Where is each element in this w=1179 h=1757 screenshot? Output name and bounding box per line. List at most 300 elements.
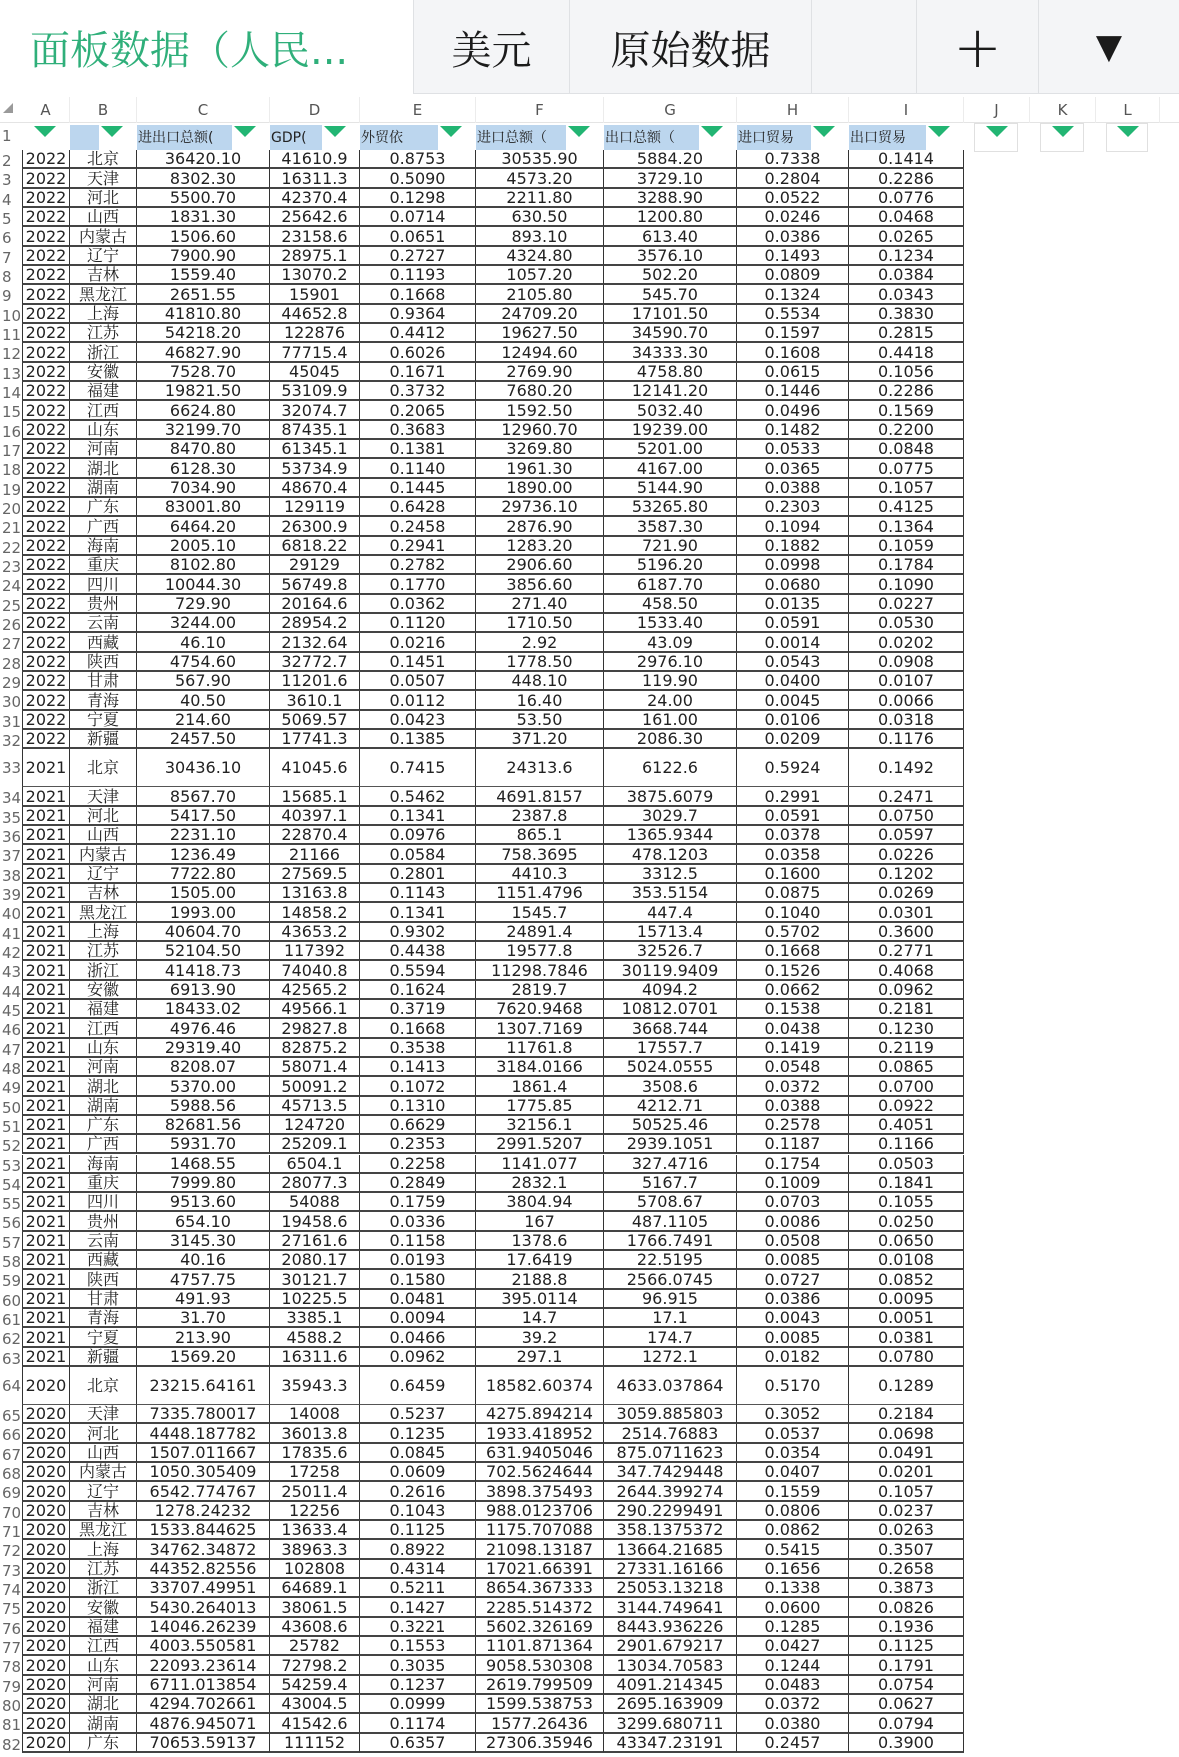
- grid-cell-a[interactable]: 2022: [22, 537, 70, 556]
- grid-cell-h[interactable]: 0.1324: [737, 285, 849, 304]
- grid-cell-c[interactable]: 23215.64161: [137, 1367, 270, 1405]
- grid-cell-g[interactable]: 3668.744: [604, 1019, 737, 1038]
- grid-cell-b[interactable]: 江西: [70, 401, 137, 420]
- filter-dropdown-icon[interactable]: [324, 126, 346, 137]
- row-number[interactable]: 68: [2, 1465, 22, 1484]
- grid-cell-i[interactable]: 0.0848: [849, 440, 964, 459]
- grid-cell-c[interactable]: 19821.50: [137, 382, 270, 401]
- grid-cell-a[interactable]: 2020: [22, 1540, 70, 1559]
- grid-cell-g[interactable]: 43347.23191: [604, 1734, 737, 1753]
- grid-cell-c[interactable]: 30436.10: [137, 749, 270, 787]
- grid-cell-a[interactable]: 2020: [22, 1637, 70, 1656]
- grid-cell-c[interactable]: 7034.90: [137, 479, 270, 498]
- grid-cell-e[interactable]: 0.6629: [360, 1116, 476, 1135]
- grid-cell-e[interactable]: 0.2727: [360, 247, 476, 266]
- grid-cell-a[interactable]: 2021: [22, 865, 70, 884]
- grid-cell-f[interactable]: 1775.85: [476, 1097, 604, 1116]
- filter-dropdown-icon[interactable]: [1117, 126, 1139, 137]
- grid-cell-e[interactable]: 0.1310: [360, 1097, 476, 1116]
- grid-cell-f[interactable]: 630.50: [476, 208, 604, 227]
- filter-dropdown-icon[interactable]: [101, 126, 123, 137]
- grid-cell-b[interactable]: 山东: [70, 1039, 137, 1058]
- grid-cell-d[interactable]: 13070.2: [270, 266, 360, 285]
- grid-cell-g[interactable]: 4212.71: [604, 1097, 737, 1116]
- grid-cell-e[interactable]: 0.1174: [360, 1714, 476, 1733]
- grid-cell-a[interactable]: 2021: [22, 1116, 70, 1135]
- grid-cell-a[interactable]: 2021: [22, 1155, 70, 1174]
- grid-cell-h[interactable]: 0.1446: [737, 382, 849, 401]
- grid-cell-d[interactable]: 43653.2: [270, 923, 360, 942]
- grid-cell-i[interactable]: 0.3873: [849, 1579, 964, 1598]
- grid-cell-h[interactable]: 0.2303: [737, 498, 849, 517]
- grid-cell-i[interactable]: 0.0468: [849, 208, 964, 227]
- grid-cell-c[interactable]: 4876.945071: [137, 1714, 270, 1733]
- column-header-j[interactable]: J: [964, 97, 1030, 123]
- grid-cell-b[interactable]: 黑龙江: [70, 1521, 137, 1540]
- grid-cell-a[interactable]: 2022: [22, 208, 70, 227]
- grid-cell-c[interactable]: 1050.305409: [137, 1463, 270, 1482]
- grid-cell-e[interactable]: 0.0362: [360, 595, 476, 614]
- grid-cell-c[interactable]: 1993.00: [137, 903, 270, 922]
- grid-cell-g[interactable]: 6187.70: [604, 575, 737, 594]
- row-number[interactable]: 82: [2, 1735, 22, 1754]
- grid-cell-c[interactable]: 34762.34872: [137, 1540, 270, 1559]
- grid-cell-f[interactable]: 371.20: [476, 730, 604, 749]
- row-number[interactable]: 37: [2, 847, 22, 866]
- grid-cell-i[interactable]: 0.0627: [849, 1695, 964, 1714]
- grid-cell-i[interactable]: 0.0962: [849, 981, 964, 1000]
- grid-cell-c[interactable]: 4976.46: [137, 1019, 270, 1038]
- row-number[interactable]: 2: [2, 152, 12, 170]
- grid-cell-f[interactable]: 1101.871364: [476, 1637, 604, 1656]
- grid-cell-i[interactable]: 0.4051: [849, 1116, 964, 1135]
- row-number[interactable]: 57: [2, 1233, 22, 1252]
- grid-cell-h[interactable]: 0.0014: [737, 633, 849, 652]
- grid-cell-i[interactable]: 0.1125: [849, 1637, 964, 1656]
- grid-cell-h[interactable]: 0.1482: [737, 421, 849, 440]
- filter-dropdown-icon[interactable]: [440, 126, 462, 137]
- grid-cell-b[interactable]: 山西: [70, 826, 137, 845]
- grid-cell-c[interactable]: 54218.20: [137, 324, 270, 343]
- grid-cell-c[interactable]: 1559.40: [137, 266, 270, 285]
- grid-cell-i[interactable]: 0.1289: [849, 1367, 964, 1405]
- grid-cell-e[interactable]: 0.5090: [360, 169, 476, 188]
- grid-cell-c[interactable]: 4294.702661: [137, 1695, 270, 1714]
- grid-cell-h[interactable]: 0.0209: [737, 730, 849, 749]
- grid-cell-c[interactable]: 3145.30: [137, 1232, 270, 1251]
- grid-cell-e[interactable]: 0.5594: [360, 961, 476, 980]
- grid-cell-i[interactable]: 0.3830: [849, 305, 964, 324]
- tab-raw-data[interactable]: [570, 0, 812, 94]
- grid-cell-c[interactable]: 6624.80: [137, 401, 270, 420]
- grid-cell-a[interactable]: 2020: [22, 1482, 70, 1501]
- grid-cell-b[interactable]: 辽宁: [70, 1482, 137, 1501]
- filter-dropdown-icon[interactable]: [234, 126, 256, 137]
- grid-cell-i[interactable]: 0.0776: [849, 189, 964, 208]
- grid-cell-a[interactable]: 2022: [22, 672, 70, 691]
- grid-cell-h[interactable]: 0.0045: [737, 691, 849, 710]
- grid-cell-f[interactable]: 19627.50: [476, 324, 604, 343]
- grid-cell-i[interactable]: 0.0202: [849, 633, 964, 652]
- grid-cell-a[interactable]: 2020: [22, 1502, 70, 1521]
- grid-cell-g[interactable]: 4091.214345: [604, 1676, 737, 1695]
- grid-cell-a[interactable]: 2021: [22, 1290, 70, 1309]
- grid-cell-i[interactable]: 0.0269: [849, 884, 964, 903]
- grid-cell-g[interactable]: 478.1203: [604, 845, 737, 864]
- row-number[interactable]: 78: [2, 1658, 22, 1677]
- grid-cell-a[interactable]: 2020: [22, 1521, 70, 1540]
- grid-cell-i[interactable]: 0.1230: [849, 1019, 964, 1038]
- row-number[interactable]: 27: [2, 635, 22, 654]
- grid-cell-c[interactable]: 9513.60: [137, 1193, 270, 1212]
- grid-cell-b[interactable]: 云南: [70, 614, 137, 633]
- grid-cell-a[interactable]: 2022: [22, 305, 70, 324]
- grid-cell-b[interactable]: 湖北: [70, 1695, 137, 1714]
- grid-cell-e[interactable]: 0.1235: [360, 1424, 476, 1443]
- grid-cell-g[interactable]: 15713.4: [604, 923, 737, 942]
- grid-cell-h[interactable]: 0.2804: [737, 169, 849, 188]
- grid-cell-d[interactable]: 43004.5: [270, 1695, 360, 1714]
- grid-cell-i[interactable]: 0.0908: [849, 653, 964, 672]
- grid-cell-e[interactable]: 0.0999: [360, 1695, 476, 1714]
- grid-cell-e[interactable]: 0.1451: [360, 653, 476, 672]
- grid-cell-f[interactable]: 32156.1: [476, 1116, 604, 1135]
- grid-cell-a[interactable]: 2021: [22, 1077, 70, 1096]
- grid-cell-e[interactable]: 0.0193: [360, 1251, 476, 1270]
- grid-cell-i[interactable]: 0.0794: [849, 1714, 964, 1733]
- grid-cell-b[interactable]: 山东: [70, 1656, 137, 1675]
- grid-cell-i[interactable]: 0.1364: [849, 517, 964, 536]
- grid-cell-c[interactable]: 8567.70: [137, 787, 270, 806]
- row-number[interactable]: 76: [2, 1619, 22, 1638]
- grid-cell-e[interactable]: 0.1193: [360, 266, 476, 285]
- grid-cell-h[interactable]: 0.5170: [737, 1367, 849, 1405]
- row-number[interactable]: 29: [2, 673, 22, 692]
- grid-cell-e[interactable]: 0.1553: [360, 1637, 476, 1656]
- grid-cell-f[interactable]: 2819.7: [476, 981, 604, 1000]
- row-number[interactable]: 41: [2, 924, 22, 943]
- grid-cell-c[interactable]: 2651.55: [137, 285, 270, 304]
- grid-cell-c[interactable]: 7999.80: [137, 1174, 270, 1193]
- grid-cell-g[interactable]: 545.70: [604, 285, 737, 304]
- column-header-k[interactable]: K: [1030, 97, 1096, 123]
- grid-cell-a[interactable]: 2021: [22, 807, 70, 826]
- grid-cell-d[interactable]: 30121.7: [270, 1270, 360, 1289]
- grid-cell-f[interactable]: 893.10: [476, 227, 604, 246]
- grid-cell-d[interactable]: 35943.3: [270, 1367, 360, 1405]
- grid-cell-e[interactable]: 0.2353: [360, 1135, 476, 1154]
- grid-cell-d[interactable]: 129119: [270, 498, 360, 517]
- grid-cell-c[interactable]: 1831.30: [137, 208, 270, 227]
- grid-cell-e[interactable]: 0.1385: [360, 730, 476, 749]
- grid-cell-e[interactable]: 0.0609: [360, 1463, 476, 1482]
- row-number[interactable]: 19: [2, 480, 22, 499]
- grid-cell-g[interactable]: 5884.20: [604, 150, 737, 169]
- grid-cell-f[interactable]: 11761.8: [476, 1039, 604, 1058]
- grid-cell-i[interactable]: 0.4068: [849, 961, 964, 980]
- grid-cell-b[interactable]: 云南: [70, 1232, 137, 1251]
- grid-cell-b[interactable]: 北京: [70, 749, 137, 787]
- grid-cell-a[interactable]: 2021: [22, 826, 70, 845]
- grid-cell-g[interactable]: 290.2299491: [604, 1502, 737, 1521]
- grid-cell-i[interactable]: 0.3900: [849, 1734, 964, 1753]
- grid-cell-g[interactable]: 13034.70583: [604, 1656, 737, 1675]
- grid-cell-i[interactable]: 0.0865: [849, 1058, 964, 1077]
- grid-cell-c[interactable]: 6542.774767: [137, 1482, 270, 1501]
- grid-cell-i[interactable]: 0.1936: [849, 1618, 964, 1637]
- grid-cell-i[interactable]: 0.0491: [849, 1444, 964, 1463]
- grid-cell-h[interactable]: 0.0727: [737, 1270, 849, 1289]
- grid-cell-a[interactable]: 2022: [22, 595, 70, 614]
- grid-cell-a[interactable]: 2021: [22, 787, 70, 806]
- grid-cell-i[interactable]: 0.2771: [849, 942, 964, 961]
- row-number[interactable]: 15: [2, 403, 22, 422]
- grid-cell-f[interactable]: 1175.707088: [476, 1521, 604, 1540]
- grid-cell-f[interactable]: 395.0114: [476, 1290, 604, 1309]
- grid-cell-b[interactable]: 宁夏: [70, 1328, 137, 1347]
- grid-cell-e[interactable]: 0.1143: [360, 884, 476, 903]
- grid-cell-c[interactable]: 4757.75: [137, 1270, 270, 1289]
- grid-cell-h[interactable]: 0.0086: [737, 1212, 849, 1231]
- filter-dropdown-icon[interactable]: [813, 126, 835, 137]
- grid-cell-h[interactable]: 0.0591: [737, 807, 849, 826]
- grid-cell-a[interactable]: 2021: [22, 884, 70, 903]
- grid-cell-a[interactable]: 2021: [22, 1328, 70, 1347]
- grid-cell-g[interactable]: 347.7429448: [604, 1463, 737, 1482]
- grid-cell-d[interactable]: 72798.2: [270, 1656, 360, 1675]
- grid-cell-d[interactable]: 3610.1: [270, 691, 360, 710]
- grid-cell-a[interactable]: 2021: [22, 1000, 70, 1019]
- grid-cell-c[interactable]: 729.90: [137, 595, 270, 614]
- grid-cell-c[interactable]: 5931.70: [137, 1135, 270, 1154]
- grid-cell-i[interactable]: 0.0250: [849, 1212, 964, 1231]
- grid-cell-f[interactable]: 39.2: [476, 1328, 604, 1347]
- row-number[interactable]: 49: [2, 1079, 22, 1098]
- grid-cell-c[interactable]: 6128.30: [137, 459, 270, 478]
- grid-cell-d[interactable]: 17258: [270, 1463, 360, 1482]
- grid-cell-h[interactable]: 0.7338: [737, 150, 849, 169]
- grid-cell-d[interactable]: 2080.17: [270, 1251, 360, 1270]
- grid-cell-f[interactable]: 2991.5207: [476, 1135, 604, 1154]
- grid-cell-a[interactable]: 2020: [22, 1598, 70, 1617]
- grid-cell-d[interactable]: 10225.5: [270, 1290, 360, 1309]
- row-number[interactable]: 23: [2, 557, 22, 576]
- grid-cell-c[interactable]: 2231.10: [137, 826, 270, 845]
- grid-cell-d[interactable]: 54088: [270, 1193, 360, 1212]
- grid-cell-h[interactable]: 0.1538: [737, 1000, 849, 1019]
- grid-cell-b[interactable]: 福建: [70, 1618, 137, 1637]
- row-number[interactable]: 77: [2, 1639, 22, 1658]
- grid-cell-a[interactable]: 2020: [22, 1714, 70, 1733]
- column-header-a[interactable]: A: [22, 97, 70, 123]
- grid-cell-d[interactable]: 42370.4: [270, 189, 360, 208]
- grid-cell-i[interactable]: 0.2471: [849, 787, 964, 806]
- grid-cell-h[interactable]: 0.0354: [737, 1444, 849, 1463]
- grid-cell-b[interactable]: 江苏: [70, 942, 137, 961]
- grid-cell-c[interactable]: 5430.264013: [137, 1598, 270, 1617]
- grid-cell-g[interactable]: 1766.7491: [604, 1232, 737, 1251]
- grid-cell-g[interactable]: 53265.80: [604, 498, 737, 517]
- grid-cell-d[interactable]: 50091.2: [270, 1077, 360, 1096]
- row-number[interactable]: 74: [2, 1581, 22, 1600]
- grid-cell-e[interactable]: 0.1413: [360, 1058, 476, 1077]
- grid-cell-g[interactable]: 17101.50: [604, 305, 737, 324]
- grid-cell-i[interactable]: 0.0066: [849, 691, 964, 710]
- grid-cell-c[interactable]: 654.10: [137, 1212, 270, 1231]
- grid-cell-i[interactable]: 0.0700: [849, 1077, 964, 1096]
- grid-cell-i[interactable]: 0.0265: [849, 227, 964, 246]
- grid-cell-e[interactable]: 0.5462: [360, 787, 476, 806]
- grid-cell-g[interactable]: 1272.1: [604, 1348, 737, 1367]
- grid-cell-c[interactable]: 214.60: [137, 711, 270, 730]
- grid-cell-c[interactable]: 40604.70: [137, 923, 270, 942]
- grid-cell-i[interactable]: 0.2200: [849, 421, 964, 440]
- grid-cell-e[interactable]: 0.2941: [360, 537, 476, 556]
- grid-cell-a[interactable]: 2021: [22, 1193, 70, 1212]
- grid-cell-e[interactable]: 0.1445: [360, 479, 476, 498]
- grid-cell-a[interactable]: 2020: [22, 1424, 70, 1443]
- grid-cell-g[interactable]: 1365.9344: [604, 826, 737, 845]
- grid-cell-h[interactable]: 0.0862: [737, 1521, 849, 1540]
- grid-cell-g[interactable]: 3729.10: [604, 169, 737, 188]
- grid-cell-a[interactable]: 2022: [22, 479, 70, 498]
- grid-cell-c[interactable]: 5500.70: [137, 189, 270, 208]
- grid-cell-d[interactable]: 111152: [270, 1734, 360, 1753]
- grid-cell-f[interactable]: 3898.375493: [476, 1482, 604, 1501]
- grid-cell-i[interactable]: 0.2286: [849, 382, 964, 401]
- grid-cell-b[interactable]: 四川: [70, 1193, 137, 1212]
- grid-cell-b[interactable]: 甘肃: [70, 672, 137, 691]
- grid-cell-g[interactable]: 96.915: [604, 1290, 737, 1309]
- grid-cell-d[interactable]: 28975.1: [270, 247, 360, 266]
- grid-cell-g[interactable]: 3508.6: [604, 1077, 737, 1096]
- grid-cell-f[interactable]: 1378.6: [476, 1232, 604, 1251]
- row-number[interactable]: 14: [2, 383, 22, 402]
- grid-cell-e[interactable]: 0.4412: [360, 324, 476, 343]
- grid-cell-d[interactable]: 29827.8: [270, 1019, 360, 1038]
- grid-cell-h[interactable]: 0.0358: [737, 845, 849, 864]
- grid-cell-d[interactable]: 40397.1: [270, 807, 360, 826]
- grid-cell-e[interactable]: 0.1341: [360, 903, 476, 922]
- grid-cell-e[interactable]: 0.0112: [360, 691, 476, 710]
- row-number[interactable]: 79: [2, 1677, 22, 1696]
- grid-cell-f[interactable]: 24891.4: [476, 923, 604, 942]
- grid-cell-c[interactable]: 4754.60: [137, 653, 270, 672]
- grid-cell-h[interactable]: 0.1419: [737, 1039, 849, 1058]
- grid-cell-f[interactable]: 2105.80: [476, 285, 604, 304]
- grid-cell-b[interactable]: 广东: [70, 498, 137, 517]
- grid-cell-e[interactable]: 0.8922: [360, 1540, 476, 1559]
- grid-cell-a[interactable]: 2020: [22, 1618, 70, 1637]
- grid-cell-a[interactable]: 2020: [22, 1734, 70, 1753]
- grid-cell-e[interactable]: 0.0466: [360, 1328, 476, 1347]
- grid-cell-g[interactable]: 27331.16166: [604, 1560, 737, 1579]
- grid-cell-d[interactable]: 45713.5: [270, 1097, 360, 1116]
- grid-cell-h[interactable]: 0.1285: [737, 1618, 849, 1637]
- grid-cell-e[interactable]: 0.1381: [360, 440, 476, 459]
- column-header-e[interactable]: E: [360, 97, 476, 123]
- grid-cell-g[interactable]: 3288.90: [604, 189, 737, 208]
- grid-cell-g[interactable]: 3875.6079: [604, 787, 737, 806]
- grid-cell-c[interactable]: 1278.24232: [137, 1502, 270, 1521]
- row-number[interactable]: 3: [2, 171, 12, 190]
- grid-cell-e[interactable]: 0.2065: [360, 401, 476, 420]
- grid-cell-f[interactable]: 27306.35946: [476, 1734, 604, 1753]
- grid-cell-g[interactable]: 5708.67: [604, 1193, 737, 1212]
- grid-cell-h[interactable]: 0.1656: [737, 1560, 849, 1579]
- grid-cell-d[interactable]: 42565.2: [270, 981, 360, 1000]
- grid-cell-f[interactable]: 2285.514372: [476, 1598, 604, 1617]
- grid-cell-i[interactable]: 0.0051: [849, 1309, 964, 1328]
- grid-cell-g[interactable]: 721.90: [604, 537, 737, 556]
- row-number[interactable]: 61: [2, 1311, 22, 1330]
- grid-cell-c[interactable]: 5988.56: [137, 1097, 270, 1116]
- grid-cell-i[interactable]: 0.1166: [849, 1135, 964, 1154]
- grid-cell-h[interactable]: 0.0106: [737, 711, 849, 730]
- grid-cell-i[interactable]: 0.0227: [849, 595, 964, 614]
- grid-cell-i[interactable]: 0.1059: [849, 537, 964, 556]
- grid-cell-h[interactable]: 0.0543: [737, 653, 849, 672]
- grid-cell-d[interactable]: 48670.4: [270, 479, 360, 498]
- grid-cell-h[interactable]: 0.0508: [737, 1232, 849, 1251]
- row-number[interactable]: 11: [2, 325, 22, 344]
- grid-cell-f[interactable]: 9058.530308: [476, 1656, 604, 1675]
- row-number[interactable]: 20: [2, 499, 22, 518]
- grid-cell-h[interactable]: 0.0182: [737, 1348, 849, 1367]
- grid-cell-c[interactable]: 8302.30: [137, 169, 270, 188]
- grid-cell-d[interactable]: 4588.2: [270, 1328, 360, 1347]
- grid-cell-i[interactable]: 0.0754: [849, 1676, 964, 1695]
- grid-cell-e[interactable]: 0.0714: [360, 208, 476, 227]
- grid-cell-f[interactable]: 702.5624644: [476, 1463, 604, 1482]
- grid-cell-h[interactable]: 0.1526: [737, 961, 849, 980]
- grid-cell-b[interactable]: 福建: [70, 1000, 137, 1019]
- grid-cell-c[interactable]: 46.10: [137, 633, 270, 652]
- grid-cell-i[interactable]: 0.0318: [849, 711, 964, 730]
- grid-cell-a[interactable]: 2021: [22, 981, 70, 1000]
- grid-cell-f[interactable]: 14.7: [476, 1309, 604, 1328]
- grid-cell-h[interactable]: 0.0703: [737, 1193, 849, 1212]
- row-number[interactable]: 48: [2, 1059, 22, 1078]
- row-number[interactable]: 73: [2, 1561, 22, 1580]
- grid-cell-b[interactable]: 黑龙江: [70, 903, 137, 922]
- grid-cell-c[interactable]: 8208.07: [137, 1058, 270, 1077]
- grid-cell-d[interactable]: 28077.3: [270, 1174, 360, 1193]
- grid-cell-g[interactable]: 875.0711623: [604, 1444, 737, 1463]
- grid-cell-c[interactable]: 1236.49: [137, 845, 270, 864]
- grid-cell-e[interactable]: 0.1158: [360, 1232, 476, 1251]
- grid-cell-h[interactable]: 0.1600: [737, 865, 849, 884]
- grid-cell-i[interactable]: 0.0095: [849, 1290, 964, 1309]
- row-number[interactable]: 16: [2, 422, 22, 441]
- grid-cell-d[interactable]: 102808: [270, 1560, 360, 1579]
- grid-cell-b[interactable]: 天津: [70, 1405, 137, 1424]
- grid-cell-e[interactable]: 0.7415: [360, 749, 476, 787]
- grid-cell-d[interactable]: 32074.7: [270, 401, 360, 420]
- row-number[interactable]: 80: [2, 1697, 22, 1716]
- grid-cell-g[interactable]: 4094.2: [604, 981, 737, 1000]
- grid-cell-e[interactable]: 0.3683: [360, 421, 476, 440]
- grid-cell-e[interactable]: 0.1237: [360, 1676, 476, 1695]
- grid-cell-f[interactable]: 18582.60374: [476, 1367, 604, 1405]
- grid-cell-h[interactable]: 0.1244: [737, 1656, 849, 1675]
- grid-cell-f[interactable]: 758.3695: [476, 845, 604, 864]
- grid-cell-h[interactable]: 0.0372: [737, 1695, 849, 1714]
- row-number[interactable]: 47: [2, 1040, 22, 1059]
- grid-cell-d[interactable]: 20164.6: [270, 595, 360, 614]
- grid-cell-b[interactable]: 江苏: [70, 324, 137, 343]
- grid-cell-c[interactable]: 6913.90: [137, 981, 270, 1000]
